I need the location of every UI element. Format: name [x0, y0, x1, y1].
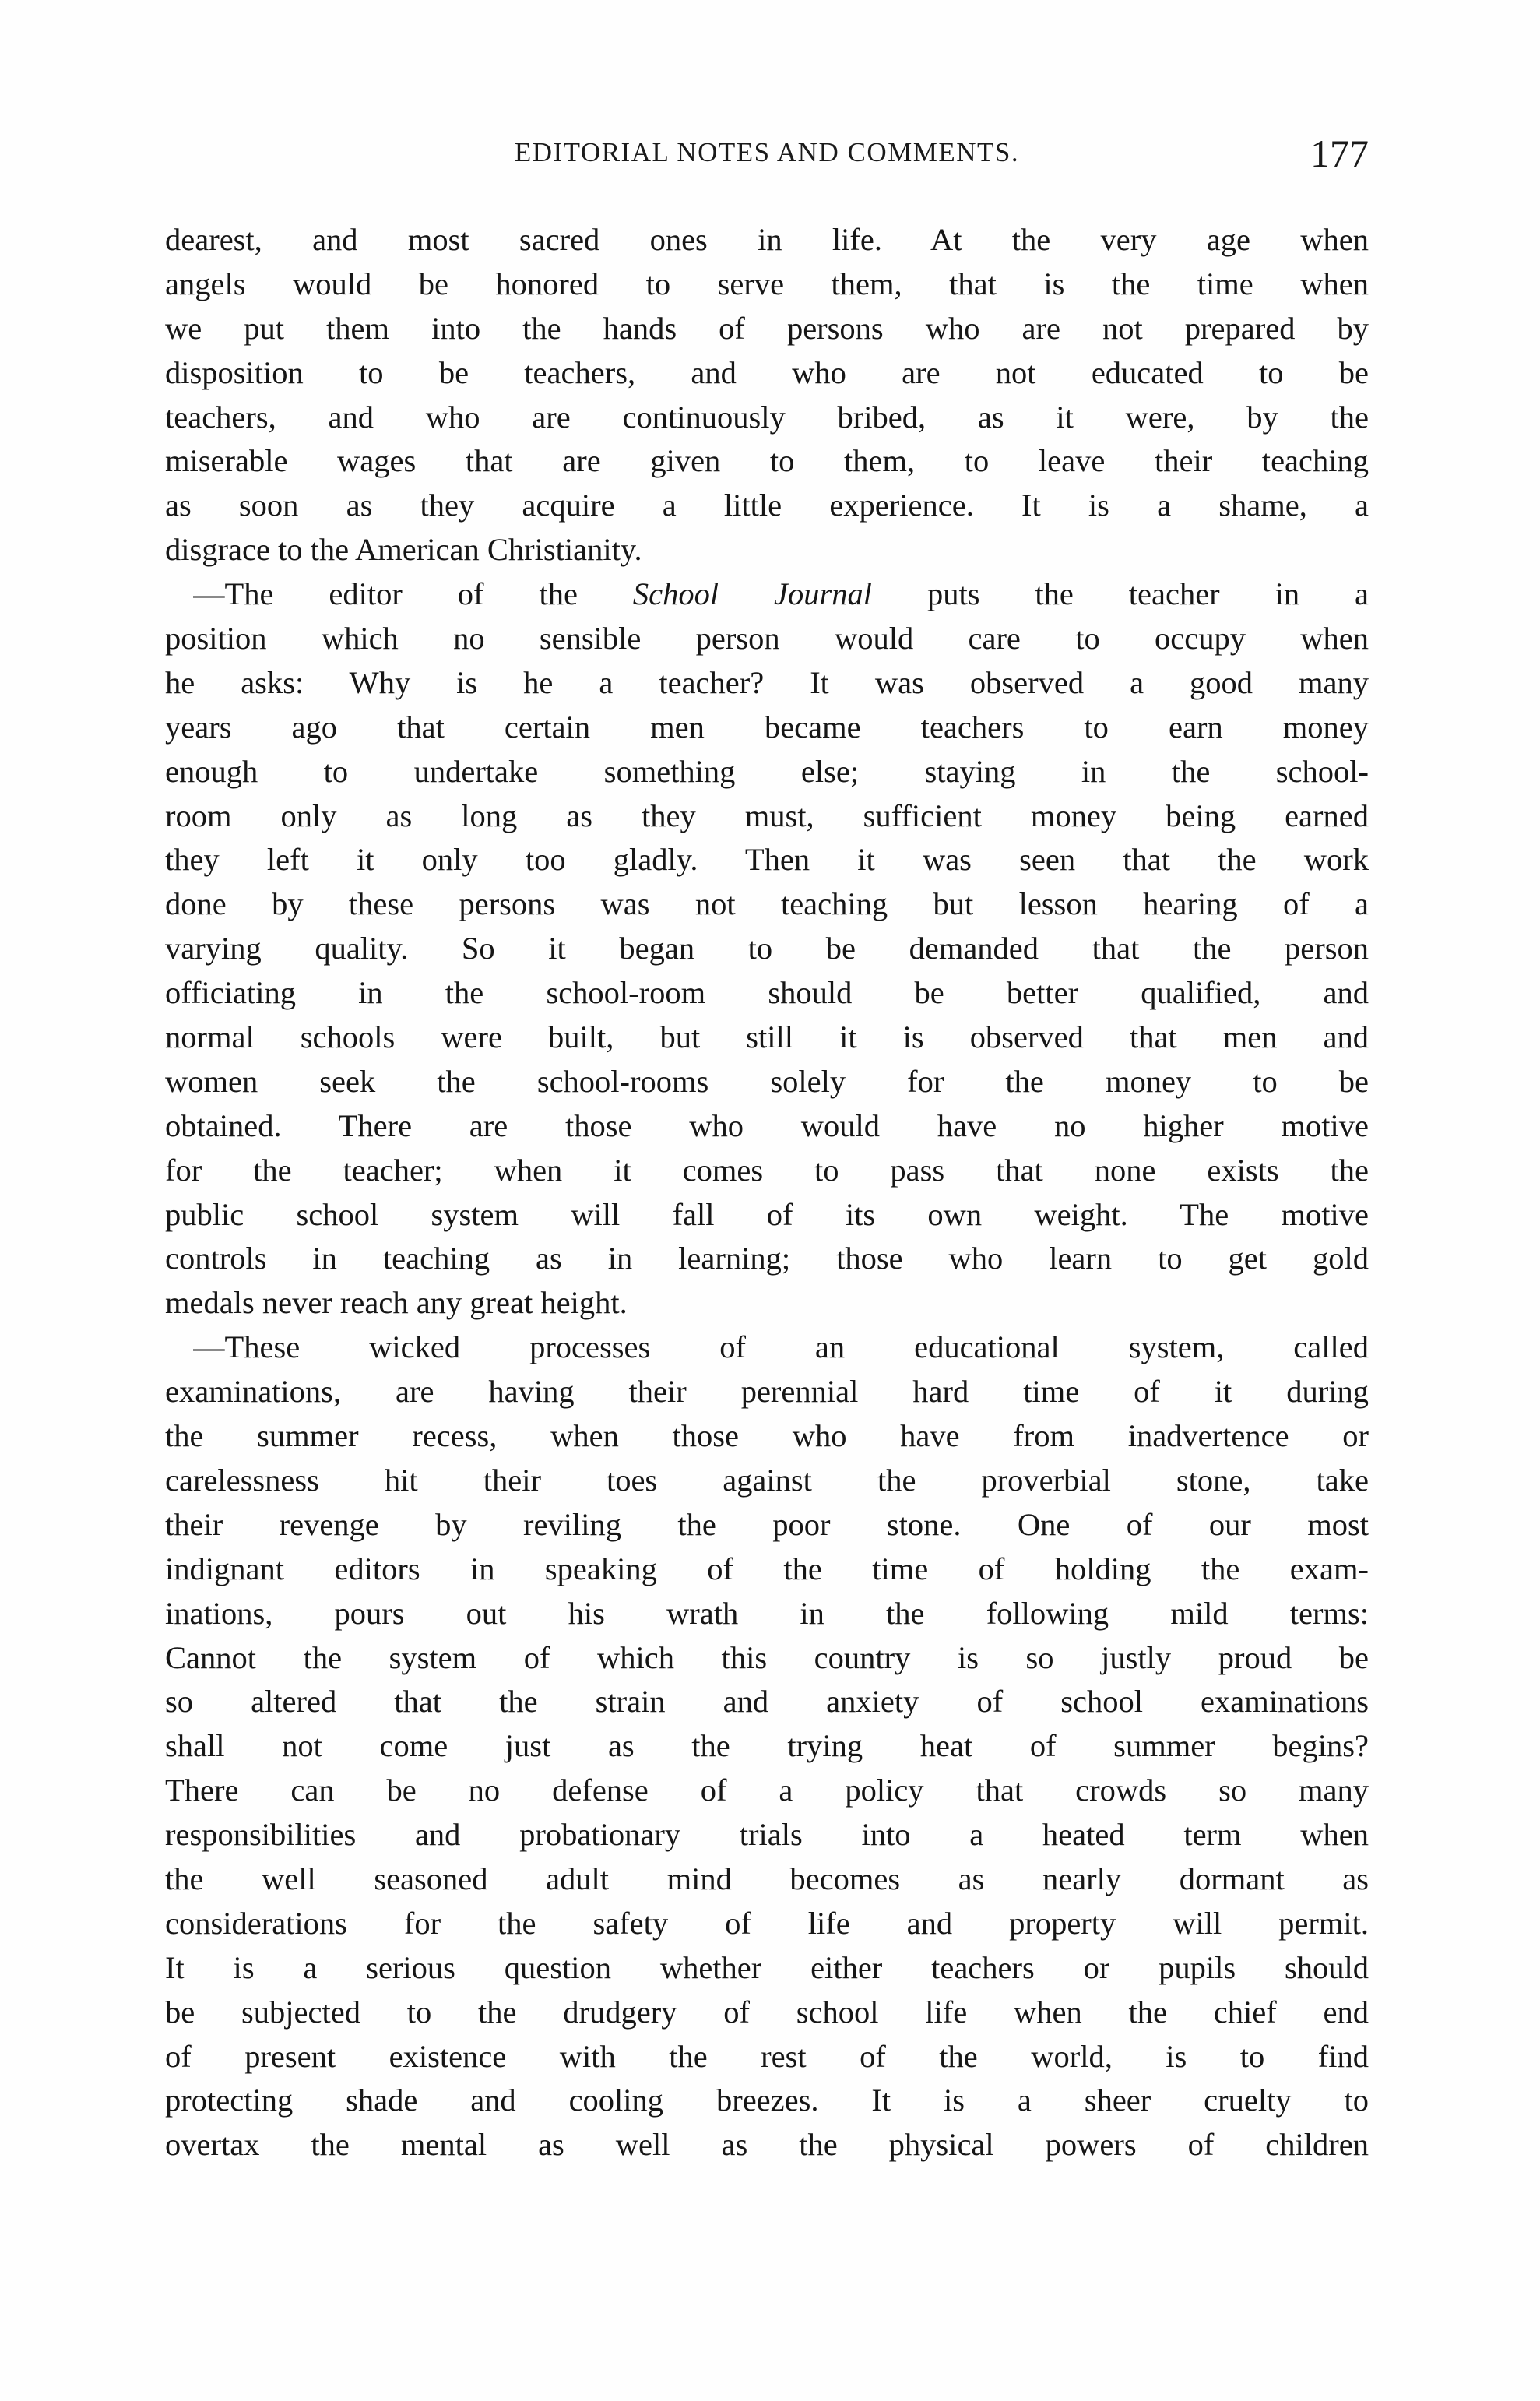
text-line: for the teacher; when it comes to pass that none exists the [165, 1152, 1369, 1188]
text-fragment: —The editor of the [193, 576, 633, 612]
journal-title: School Journal [632, 576, 873, 612]
text-line [193, 572, 1369, 617]
text-line: disposition to be teachers, and who are not educated to be [165, 354, 1369, 390]
text-line: angels would be honored to serve them, that is the time when [165, 266, 1369, 301]
text-line: shall not come just as the trying heat of summer begins? [165, 1728, 1369, 1764]
text-line: we put them into the hands of persons who are not prepared by [165, 310, 1369, 346]
running-head [165, 131, 1369, 178]
body-text [165, 218, 1369, 2167]
text-line: dearest, and most sacred ones in life. At the very age when [165, 222, 1369, 257]
text-line: miserable wages that are given to them, to leave their teaching [165, 443, 1369, 479]
text-line: they left it only too gladly. Then it was seen that the work [165, 842, 1369, 878]
text-line: their revenge by reviling the poor stone. One of our most [165, 1506, 1369, 1542]
text-line: the well seasoned adult mind becomes as nearly dormant as [165, 1861, 1369, 1896]
paragraph-examinations [165, 1325, 1369, 2167]
text-line: It is a serious question whether either teachers or pupils should [165, 1949, 1369, 1985]
text-line: responsibilities and probationary trials into a heated term when [165, 1817, 1369, 1853]
text-line: normal schools were built, but still it is observed that men and [165, 1019, 1369, 1055]
text-line: Cannot the system of which this country is so justly proud be [165, 1639, 1369, 1675]
text-line: teachers, and who are continuously bribed, as it were, by the [165, 399, 1369, 435]
text-line: he asks: Why is he a teacher? It was observed a good many [165, 664, 1369, 700]
paragraph-continued [165, 218, 1369, 572]
text-line: done by these persons was not teaching but lesson hearing of a [165, 886, 1369, 922]
text-line: the summer recess, when those who have from inadvertence or [165, 1418, 1369, 1454]
text-line: public school system will fall of its own weight. The motive [165, 1196, 1369, 1232]
text-line: disgrace to the American Christianity. [165, 532, 642, 568]
page-number: 177 [1310, 132, 1369, 175]
text-line: overtax the mental as well as the physical powers of children [165, 2127, 1369, 2163]
text-line: women seek the school-rooms solely for the money to be [165, 1063, 1369, 1099]
text-line: controls in teaching as in learning; those who learn to get gold [165, 1241, 1369, 1276]
text-line: varying quality. So it began to be demanded that the person [165, 931, 1369, 966]
text-line: There can be no defense of a policy that crowds so many [165, 1773, 1369, 1808]
text-line: inations, pours out his wrath in the following mild terms: [165, 1595, 1369, 1631]
text-line: considerations for the safety of life and property will permit. [165, 1905, 1369, 1941]
text-line: be subjected to the drudgery of school life when the chief end [165, 1994, 1369, 2030]
text-line: obtained. There are those who would have no higher motive [165, 1107, 1369, 1143]
paragraph-school-journal [165, 572, 1369, 1325]
running-head-title: EDITORIAL NOTES AND COMMENTS. [514, 137, 1020, 167]
text-line: so altered that the strain and anxiety of school examinations [165, 1684, 1369, 1720]
text-line: indignant editors in speaking of the time of holding the exam- [165, 1551, 1369, 1586]
text-line: enough to undertake something else; staying in the school- [165, 753, 1369, 789]
text-line: of present existence with the rest of the world, is to find [165, 2038, 1369, 2074]
text-line: —These wicked processes of an educational system, called [193, 1329, 1369, 1365]
text-fragment: puts the teacher in a [872, 576, 1369, 612]
text-line: room only as long as they must, sufficient money being earned [165, 797, 1369, 833]
text-line: officiating in the school-room should be better qualified, and [165, 975, 1369, 1011]
text-line: as soon as they acquire a little experience. It is a shame, a [165, 488, 1369, 523]
text-line: years ago that certain men became teachers to earn money [165, 709, 1369, 745]
text-line: carelessness hit their toes against the proverbial stone, take [165, 1462, 1369, 1498]
text-line: medals never reach any great height. [165, 1285, 628, 1321]
text-line: examinations, are having their perennial hard time of it during [165, 1374, 1369, 1410]
text-line: protecting shade and cooling breezes. It is a sheer cruelty to [165, 2082, 1369, 2118]
text-line: position which no sensible person would care to occupy when [165, 621, 1369, 657]
